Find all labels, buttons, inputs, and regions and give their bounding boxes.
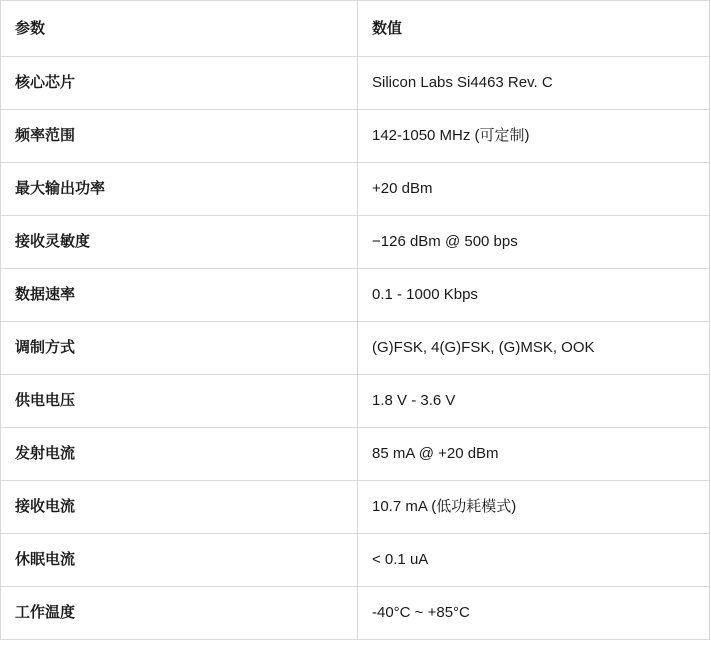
row-value: < 0.1 uA [358, 534, 710, 587]
row-value: −126 dBm @ 500 bps [358, 216, 710, 269]
table-row [1, 587, 710, 640]
row-value: -40°C ~ +85°C [358, 587, 710, 640]
row-parameter: 供电电压 [1, 375, 358, 428]
row-value: Silicon Labs Si4463 Rev. C [358, 57, 710, 110]
row-value: 142-1050 MHz (可定制) [358, 110, 710, 163]
table-header [1, 1, 710, 57]
row-value: (G)FSK, 4(G)FSK, (G)MSK, OOK [358, 322, 710, 375]
row-value: 1.8 V - 3.6 V [358, 375, 710, 428]
row-value: 10.7 mA (低功耗模式) [358, 481, 710, 534]
table-row [1, 163, 710, 216]
table-row [1, 216, 710, 269]
row-parameter: 频率范围 [1, 110, 358, 163]
table-row [1, 57, 710, 110]
row-parameter: 接收电流 [1, 481, 358, 534]
table-body [1, 57, 710, 640]
table-row [1, 375, 710, 428]
row-parameter: 数据速率 [1, 269, 358, 322]
table-row [1, 534, 710, 587]
row-parameter: 接收灵敏度 [1, 216, 358, 269]
row-parameter: 核心芯片 [1, 57, 358, 110]
row-parameter: 调制方式 [1, 322, 358, 375]
table-row [1, 481, 710, 534]
table-header-row [1, 1, 710, 57]
row-value: 85 mA @ +20 dBm [358, 428, 710, 481]
row-value: +20 dBm [358, 163, 710, 216]
row-parameter: 工作温度 [1, 587, 358, 640]
row-parameter: 最大输出功率 [1, 163, 358, 216]
table-row [1, 322, 710, 375]
table-row [1, 110, 710, 163]
row-parameter: 休眠电流 [1, 534, 358, 587]
row-parameter: 发射电流 [1, 428, 358, 481]
table-row [1, 269, 710, 322]
row-value: 0.1 - 1000 Kbps [358, 269, 710, 322]
column-header-value: 数值 [358, 1, 710, 57]
table-row [1, 428, 710, 481]
column-header-parameter: 参数 [1, 1, 358, 57]
